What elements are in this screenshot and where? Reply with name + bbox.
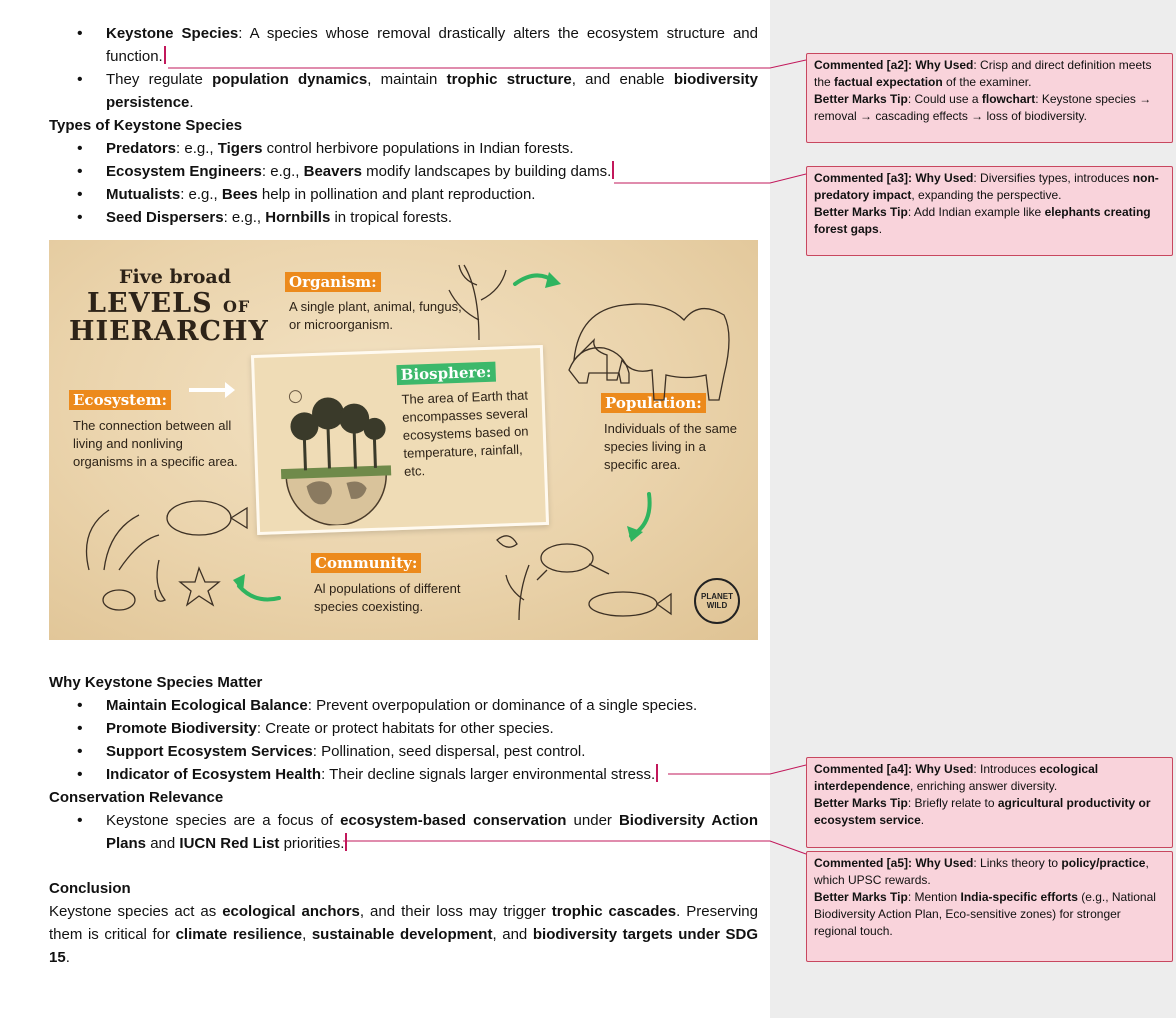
community-text: Al populations of different species coexisting. [314, 581, 461, 614]
biosphere-tag: Biosphere: [396, 362, 495, 385]
community-tag: Community: [311, 553, 421, 573]
coral-fish-illustration [87, 501, 248, 610]
population-tag: Population: [601, 393, 706, 413]
planet-wild-logo: PLANET WILD [694, 578, 740, 624]
comment-anchor-a2[interactable] [164, 46, 166, 64]
conservation-heading: Conservation Relevance [49, 789, 224, 806]
comment-anchor-a5[interactable] [345, 833, 347, 851]
comment-a4[interactable]: Commented [a4]: Why Used: Introduces ecological interdependence, enriching answer diversity. Better Marks Tip: Briefly relate to agricultural productivity or ecosystem service. [806, 757, 1173, 848]
comment-a5[interactable]: Commented [a5]: Why Used: Links theory to policy/practice, which UPSC rewards. Better Marks Tip: Mention India-specific efforts (e.g., National Biodiversity Action Plan, Eco-sensitive zones) for stronger regional touch. [806, 851, 1173, 962]
figure-title-hierarchy: HIERARCHY [69, 316, 269, 347]
conclusion-paragraph: Keystone species act as ecological anchors, and their loss may trigger trophic cascades. Preserving them is critical for climate resilience, sustainable development, and biodiversity targets under SDG 15. [49, 903, 759, 966]
list-item: • Support Ecosystem Services: Pollination, seed dispersal, pest control. [49, 740, 758, 763]
conclusion-heading: Conclusion [49, 880, 131, 897]
ecosystem-tag: Ecosystem: [69, 390, 171, 410]
figure-title-small: Five broad [119, 266, 232, 288]
comment-anchor-a4[interactable] [656, 764, 658, 782]
list-item: • Predators: e.g., Tigers control herbivore populations in Indian forests. [49, 137, 758, 160]
comment-a2[interactable]: Commented [a2]: Why Used: Crisp and direct definition meets the factual expectation of the examiner. Better Marks Tip: Could use a flowchart: Keystone species → removal → cascading effects → loss of biodiversity. [806, 53, 1173, 143]
levels-of-hierarchy-infographic [49, 240, 758, 640]
paragraph-gap [49, 855, 758, 877]
organism-text: A single plant, animal, fungus, or microorganism. [289, 299, 462, 332]
plant-illustration [449, 265, 506, 340]
figure-title-levels: LEVELS OF [87, 288, 251, 319]
why-heading: Why Keystone Species Matter [49, 674, 263, 691]
list-item: • Maintain Ecological Balance: Prevent overpopulation or dominance of a single species. [49, 694, 758, 717]
ecosystem-text: The connection between all living and nonliving organisms in a specific area. [73, 418, 238, 469]
bullet-conservation: • Keystone species are a focus of ecosystem-based conservation under Biodiversity Action Plans and IUCN Red List priorities. [49, 809, 758, 855]
population-text: Individuals of the same species living in a specific area. [604, 421, 737, 472]
comment-anchor-a3[interactable] [612, 161, 614, 179]
organism-tag: Organism: [285, 272, 381, 292]
bullet-keystone-definition: • Keystone Species: A species whose removal drastically alters the ecosystem structure and function. [49, 22, 758, 68]
list-item: • Indicator of Ecosystem Health: Their decline signals larger environmental stress. [49, 763, 758, 786]
list-item: • Promote Biodiversity: Create or protect habitats for other species. [49, 717, 758, 740]
frog-fish-illustration [497, 536, 671, 620]
bullet-keystone-role: • They regulate population dynamics, maintain trophic structure, and enable biodiversity persistence. [49, 68, 758, 114]
comment-a3[interactable]: Commented [a3]: Why Used: Diversifies types, introduces non-predatory impact, expanding the perspective. Better Marks Tip: Add Indian example like elephants creating forest gaps. [806, 166, 1173, 256]
list-item: • Mutualists: e.g., Bees help in pollination and plant reproduction. [49, 183, 758, 206]
biosphere-text: The area of Earth that encompasses several ecosystems based on temperature, rainfall, etc. [401, 387, 529, 479]
list-item: • Ecosystem Engineers: e.g., Beavers modify landscapes by building dams. [49, 160, 758, 183]
arrow-icon [239, 275, 650, 599]
list-item: • Seed Dispersers: e.g., Hornbills in tropical forests. [49, 206, 758, 229]
elephant-illustration [569, 304, 729, 400]
types-heading: Types of Keystone Species [49, 117, 243, 134]
cycle-arrows [49, 240, 758, 640]
